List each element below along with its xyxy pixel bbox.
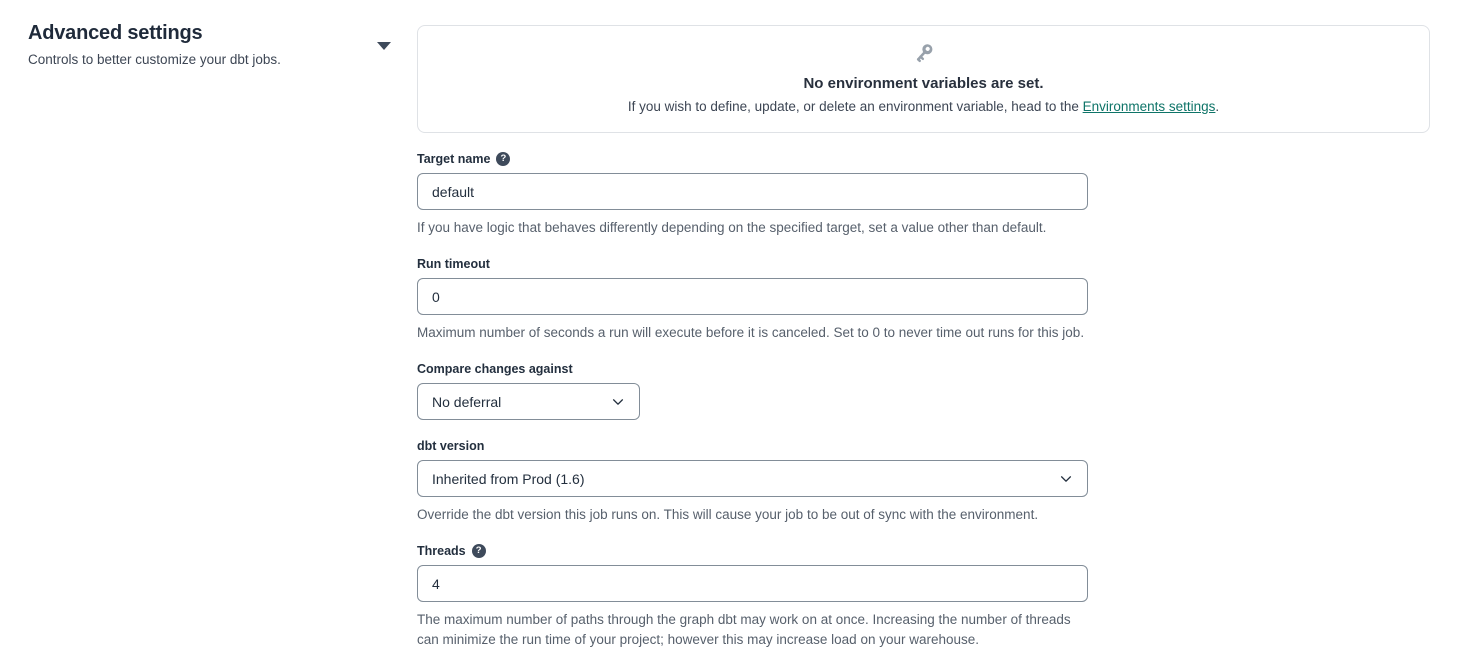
chevron-down-icon — [611, 395, 625, 409]
dbt-version-field — [417, 439, 1430, 525]
env-banner-message-suffix: . — [1215, 99, 1220, 114]
run-timeout-label: Run timeout — [417, 257, 490, 271]
target-name-label-row — [417, 152, 1430, 166]
run-timeout-helper: Maximum number of seconds a run will execute before it is canceled. Set to 0 to never time out runs for this job. — [417, 325, 1085, 340]
dbt-version-selected-value: Inherited from Prod (1.6) — [432, 470, 585, 487]
env-variables-banner — [417, 25, 1430, 133]
threads-helper: The maximum number of paths through the graph dbt may work on at once. Increasing the number of threads can minimize the run time of your project; however this may increase load on your warehouse. — [417, 612, 1071, 647]
environments-settings-link[interactable]: Environments settings — [1082, 99, 1216, 114]
dbt-version-select[interactable] — [417, 460, 1088, 497]
settings-form — [417, 22, 1430, 650]
help-icon[interactable]: ? — [496, 152, 510, 166]
section-header — [28, 22, 417, 650]
run-timeout-input[interactable] — [417, 278, 1088, 315]
target-name-field — [417, 152, 1430, 238]
run-timeout-field — [417, 257, 1430, 343]
compare-changes-label: Compare changes against — [417, 362, 573, 376]
threads-field — [417, 544, 1430, 650]
compare-changes-selected-value: No deferral — [432, 393, 502, 410]
threads-label-row — [417, 544, 1430, 558]
compare-changes-select[interactable] — [417, 383, 640, 420]
dbt-version-helper: Override the dbt version this job runs on. This will cause your job to be out of sync with the environment. — [417, 507, 1039, 522]
page-subtitle: Controls to better customize your dbt jobs. — [28, 52, 281, 67]
threads-input[interactable] — [417, 565, 1088, 602]
key-icon — [913, 42, 935, 64]
target-name-input[interactable] — [417, 173, 1088, 210]
env-banner-message-prefix: If you wish to define, update, or delete an environment variable, head to the — [627, 99, 1083, 114]
chevron-down-icon — [1059, 472, 1073, 486]
run-timeout-label-row — [417, 257, 1430, 271]
help-icon[interactable]: ? — [472, 544, 486, 558]
compare-changes-label-row — [417, 362, 1430, 376]
compare-changes-field — [417, 362, 1430, 420]
page-title: Advanced settings — [28, 22, 203, 44]
target-name-helper: If you have logic that behaves differently depending on the specified target, set a value other than default. — [417, 220, 1047, 235]
caret-down-icon[interactable] — [377, 42, 391, 50]
dbt-version-label-row — [417, 439, 1430, 453]
dbt-version-label: dbt version — [417, 439, 485, 453]
env-banner-title: No environment variables are set. — [803, 75, 1044, 92]
threads-label: Threads — [417, 544, 466, 558]
target-name-label: Target name — [417, 152, 491, 166]
env-banner-message — [418, 99, 1429, 114]
